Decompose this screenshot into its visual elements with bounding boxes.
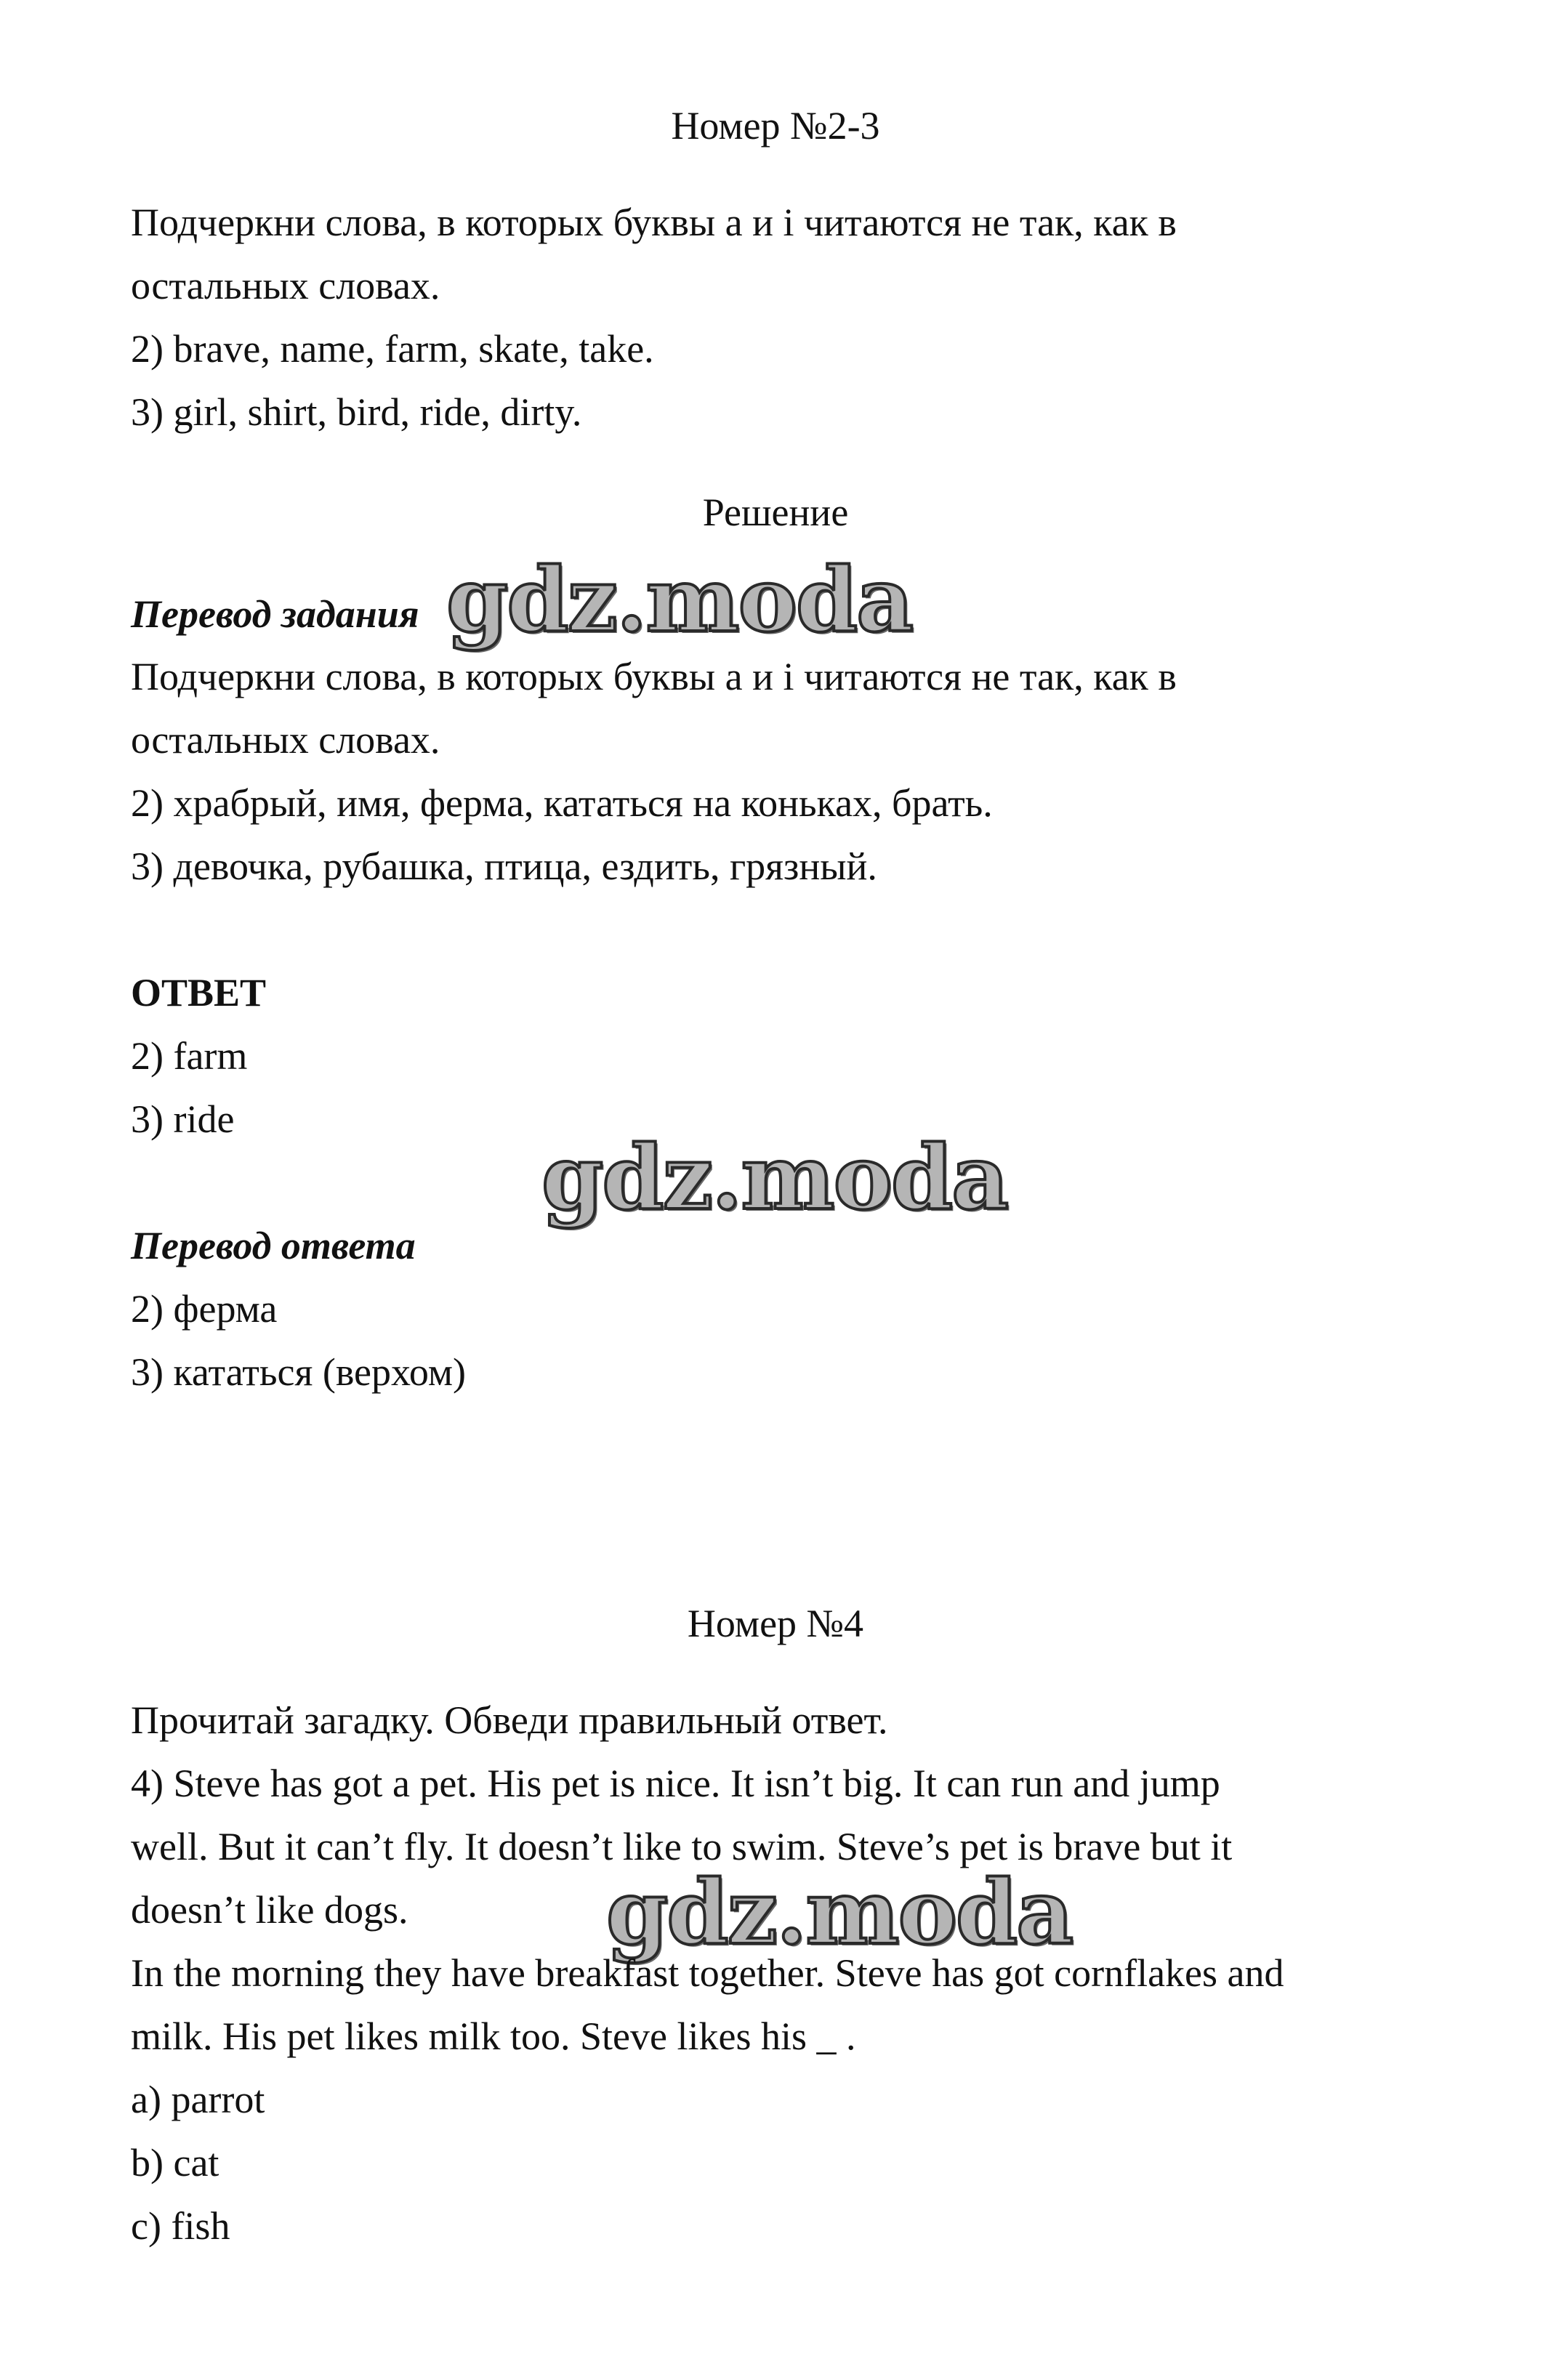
translation-line-2: остальных словах. — [131, 718, 440, 762]
answer-item-2: 2) farm — [131, 1034, 248, 1078]
translation-label: Перевод задания — [131, 592, 419, 636]
option-b: b) cat — [131, 2141, 219, 2185]
task-item-2: 2) brave, name, farm, skate, take. — [131, 327, 654, 371]
task-text-4: Прочитай загадку. Обведи правильный ответ. — [131, 1698, 888, 1742]
riddle-line-4: In the morning they have breakfast together. Steve has got cornflakes and — [131, 1951, 1284, 1995]
translation-item-3: 3) девочка, рубашка, птица, ездить, грязный. — [131, 844, 877, 888]
option-a: a) parrot — [131, 2078, 265, 2121]
solution-heading: Решение — [702, 491, 849, 534]
watermark-2: gdz.moda — [541, 1125, 1008, 1230]
riddle-line-3: doesn’t like dogs. — [131, 1888, 408, 1932]
answer-item-3: 3) ride — [131, 1097, 235, 1141]
watermark-3: gdz.moda — [606, 1860, 1073, 1964]
watermark-1: gdz.moda — [446, 547, 913, 652]
answer-translation-item-2: 2) ферма — [131, 1287, 278, 1331]
section-heading-4: Номер №4 — [687, 1602, 864, 1645]
section-heading-2-3: Номер №2-3 — [671, 104, 880, 148]
riddle-line-1: 4) Steve has got a pet. His pet is nice. It isn’t big. It can run and jump — [131, 1762, 1220, 1805]
translation-item-2: 2) храбрый, имя, ферма, кататься на коньках, брать. — [131, 781, 993, 825]
riddle-line-5: milk. His pet likes milk too. Steve likes his _ . — [131, 2014, 856, 2058]
riddle-line-2: well. But it can’t fly. It doesn’t like to swim. Steve’s pet is brave but it — [131, 1825, 1233, 1868]
task-text-line-1: Подчеркни слова, в которых буквы a и i читаются не так, как в — [131, 201, 1177, 244]
answer-translation-item-3: 3) кататься (верхом) — [131, 1350, 467, 1394]
translation-line-1: Подчеркни слова, в которых буквы a и i читаются не так, как в — [131, 655, 1177, 698]
answer-label: ОТВЕТ — [131, 971, 267, 1014]
answer-translation-label: Перевод ответа — [131, 1224, 416, 1267]
task-text-line-2: остальных словах. — [131, 264, 440, 307]
option-c: c) fish — [131, 2204, 230, 2248]
task-item-3: 3) girl, shirt, bird, ride, dirty. — [131, 390, 582, 434]
